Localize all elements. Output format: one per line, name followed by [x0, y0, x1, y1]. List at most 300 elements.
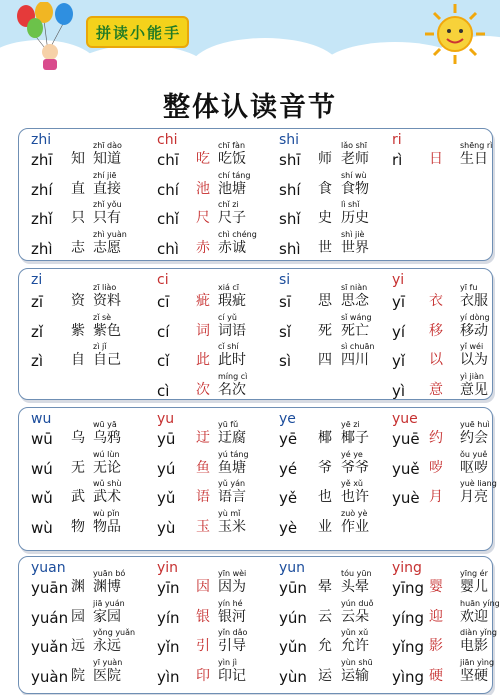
column-heading: yi: [392, 272, 405, 288]
example-word: 允许: [341, 638, 369, 654]
syllable-row: [157, 372, 275, 402]
column-heading: si: [279, 272, 291, 288]
badge-char: 小: [130, 23, 146, 42]
syllable-pinyin: yīng: [392, 579, 425, 597]
example-word: 以为: [460, 352, 488, 368]
word-pinyin: jiān yìng: [460, 657, 495, 667]
word-pinyin: cí yǔ: [218, 312, 237, 322]
example-character: 运: [318, 667, 332, 684]
syllable-row: [31, 141, 149, 171]
example-word: 椰子: [341, 430, 369, 446]
syllable-pinyin: yùn: [279, 667, 307, 686]
syllable-panel: [18, 128, 493, 261]
word-pinyin: yǐn dǎo: [218, 628, 248, 637]
example-word: 约会: [460, 430, 488, 446]
example-word: 银河: [218, 608, 246, 625]
example-character: 只: [71, 210, 85, 226]
syllable-row: [31, 479, 149, 509]
example-word: 衣服: [460, 293, 488, 309]
example-character: 吃: [196, 151, 210, 167]
syllable-pinyin: shī: [279, 151, 301, 169]
syllable-row: [392, 599, 500, 629]
syllable-pinyin: yuán: [31, 608, 69, 627]
syllable-row: [392, 420, 500, 450]
syllable-pinyin: wū: [31, 430, 53, 448]
example-character: 迎: [429, 608, 443, 625]
syllable-pinyin: cì: [157, 381, 170, 400]
word-pinyin: yín hé: [218, 598, 243, 608]
word-pinyin: chǐ zi: [218, 200, 239, 209]
syllable-pinyin: yuān: [31, 579, 69, 597]
example-word: 印记: [218, 667, 246, 684]
word-pinyin: chī fàn: [218, 141, 246, 150]
syllable-pinyin: yuē: [392, 430, 420, 448]
syllable-row: [157, 200, 275, 230]
example-word: 月亮: [460, 489, 488, 505]
syllable-pinyin: chí: [157, 180, 179, 199]
syllable-row: [31, 569, 149, 599]
example-word: 世界: [341, 239, 369, 256]
word-pinyin: yē zi: [341, 420, 360, 429]
column-heading: ci: [157, 272, 169, 288]
syllable-row: [392, 628, 500, 658]
word-pinyin: yìn jì: [218, 657, 238, 667]
syllable-pinyin: zì: [31, 352, 44, 370]
syllable-row: [279, 599, 397, 629]
example-character: 印: [196, 667, 210, 684]
example-character: 知: [71, 151, 85, 167]
example-word: 历史: [341, 210, 369, 226]
badge-char: 读: [113, 23, 129, 42]
example-word: 欢迎: [460, 608, 488, 625]
syllable-pinyin: chī: [157, 151, 179, 169]
example-character: 武: [71, 489, 85, 505]
example-character: 园: [71, 608, 85, 625]
syllable-row: [279, 230, 397, 260]
syllable-row: [157, 569, 275, 599]
section-badge: [86, 16, 189, 48]
example-character: 约: [429, 430, 443, 446]
word-pinyin: tóu yūn: [341, 569, 372, 578]
example-word: 云朵: [341, 608, 369, 625]
example-word: 意见: [460, 381, 488, 398]
example-word: 玉米: [218, 518, 246, 535]
syllable-row: [157, 509, 275, 539]
example-word: 乌鸦: [93, 430, 121, 446]
syllable-row: [31, 342, 149, 372]
example-word: 武术: [93, 489, 121, 505]
syllable-pinyin: wù: [31, 518, 53, 537]
word-pinyin: yún duǒ: [341, 598, 374, 608]
syllable-row: [279, 509, 397, 539]
example-word: 老师: [341, 151, 369, 167]
syllable-row: [279, 569, 397, 599]
syllable-pinyin: yuě: [392, 459, 420, 478]
example-character: 渊: [71, 579, 85, 595]
syllable-pinyin: yě: [279, 489, 298, 507]
word-pinyin: shí wù: [341, 170, 367, 180]
example-character: 食: [318, 180, 332, 197]
word-pinyin: yuān bó: [93, 569, 126, 578]
word-pinyin: zhǐ yǒu: [93, 200, 122, 209]
example-word: 直接: [93, 180, 121, 197]
syllable-row: [392, 313, 500, 343]
example-character: 意: [429, 381, 443, 398]
word-pinyin: sǐ wáng: [341, 312, 372, 322]
syllable-pinyin: zǐ: [31, 322, 44, 341]
page-title: 整体认读音节: [163, 92, 337, 123]
example-word: 移动: [460, 322, 488, 339]
syllable-row: [279, 628, 397, 658]
word-pinyin: yīn wèi: [218, 569, 247, 578]
syllable-row: [279, 283, 397, 313]
syllable-row: [279, 450, 397, 480]
syllable-row: [392, 450, 500, 480]
word-pinyin: yū fǔ: [218, 420, 239, 429]
syllable-pinyin: yǐng: [392, 638, 425, 656]
example-word: 也许: [341, 489, 369, 505]
word-pinyin: chì chéng: [218, 229, 257, 239]
word-pinyin: cǐ shí: [218, 342, 239, 351]
syllable-row: [279, 141, 397, 171]
example-word: 运输: [341, 667, 369, 684]
header-banner: [0, 0, 500, 70]
word-pinyin: diàn yǐng: [460, 628, 497, 637]
example-character: 次: [196, 381, 210, 398]
example-word: 物品: [93, 518, 121, 535]
column-heading: wu: [31, 411, 52, 427]
example-character: 移: [429, 322, 443, 339]
example-character: 硬: [429, 667, 443, 684]
column-heading: yun: [279, 560, 306, 576]
syllable-pinyin: shǐ: [279, 210, 301, 228]
example-word: 四川: [341, 352, 369, 368]
syllable-pinyin: chǐ: [157, 210, 179, 228]
syllable-pinyin: yū: [157, 430, 176, 448]
example-character: 玉: [196, 518, 210, 535]
example-character: 史: [318, 210, 332, 226]
syllable-row: [31, 628, 149, 658]
syllable-pinyin: yí: [392, 322, 406, 341]
example-word: 名次: [218, 381, 246, 398]
syllable-pinyin: yǐn: [157, 638, 180, 656]
word-pinyin: yǔn xǔ: [341, 628, 369, 637]
word-pinyin: sī niàn: [341, 283, 368, 292]
syllable-row: [392, 569, 500, 599]
word-pinyin: lì shǐ: [341, 200, 360, 209]
word-pinyin: yǒng yuǎn: [93, 628, 136, 637]
word-pinyin: zī liào: [93, 283, 117, 292]
word-pinyin: wù pǐn: [93, 508, 120, 518]
word-pinyin: zuò yè: [341, 508, 368, 518]
example-character: 池: [196, 180, 210, 197]
syllable-pinyin: zhǐ: [31, 210, 53, 228]
word-pinyin: sì chuān: [341, 342, 375, 351]
word-pinyin: jiā yuán: [93, 598, 125, 608]
syllable-pinyin: yún: [279, 608, 307, 627]
syllable-row: [31, 230, 149, 260]
column-heading: zhi: [31, 132, 52, 148]
column-heading: zi: [31, 272, 43, 288]
example-character: 紫: [71, 322, 85, 339]
example-word: 头晕: [341, 579, 369, 595]
example-word: 永远: [93, 638, 121, 654]
syllable-pinyin: wǔ: [31, 489, 53, 507]
word-pinyin: yīng ér: [460, 569, 488, 578]
syllable-pinyin: cī: [157, 293, 170, 311]
example-character: 乌: [71, 430, 85, 446]
syllable-row: [31, 283, 149, 313]
word-pinyin: wū yā: [93, 420, 117, 429]
example-character: 世: [318, 239, 332, 256]
example-word: 鱼塘: [218, 459, 246, 476]
syllable-pinyin: yǔ: [157, 489, 176, 507]
syllable-pinyin: yuè: [392, 489, 420, 507]
syllable-pinyin: cí: [157, 322, 170, 341]
example-character: 因: [196, 579, 210, 595]
syllable-pinyin: yé: [279, 459, 298, 478]
example-character: 爷: [318, 459, 332, 476]
example-character: 赤: [196, 239, 210, 256]
syllable-pinyin: wú: [31, 459, 53, 478]
example-character: 资: [71, 293, 85, 309]
syllable-panel: [18, 407, 497, 551]
example-character: 以: [429, 352, 443, 368]
column-heading: chi: [157, 132, 178, 148]
badge-char: 能: [147, 23, 163, 42]
syllable-pinyin: sī: [279, 293, 291, 311]
example-word: 婴儿: [460, 579, 488, 595]
badge-char: 拼: [96, 23, 112, 42]
syllable-pinyin: shí: [279, 180, 301, 199]
example-character: 允: [318, 638, 332, 654]
word-pinyin: yě xǔ: [341, 479, 364, 488]
word-pinyin: huān yíng: [460, 598, 500, 608]
syllable-pinyin: yuǎn: [31, 638, 69, 656]
column-heading: yin: [157, 560, 179, 576]
word-pinyin: shì jiè: [341, 229, 365, 239]
example-word: 吃饭: [218, 151, 246, 167]
syllable-row: [31, 450, 149, 480]
syllable-pinyin: yìn: [157, 667, 180, 686]
word-pinyin: yé ye: [341, 449, 363, 459]
syllable-row: [157, 230, 275, 260]
word-pinyin: yuè liang: [460, 479, 497, 488]
syllable-row: [157, 658, 275, 688]
syllable-panel: [18, 556, 500, 694]
example-character: 业: [318, 518, 332, 535]
column-heading: yu: [157, 411, 175, 427]
syllable-row: [157, 599, 275, 629]
syllable-pinyin: yì: [392, 381, 406, 400]
example-word: 食物: [341, 180, 369, 197]
example-word: 知道: [93, 151, 121, 167]
syllable-pinyin: zhī: [31, 151, 53, 169]
example-character: 迂: [196, 430, 210, 446]
syllable-row: [157, 313, 275, 343]
example-word: 死亡: [341, 322, 369, 339]
syllable-pinyin: zhì: [31, 239, 53, 258]
example-word: 自己: [93, 352, 121, 368]
word-pinyin: zǐ sè: [93, 312, 112, 322]
syllable-row: [392, 141, 500, 171]
example-character: 疵: [196, 293, 210, 309]
column-heading: shi: [279, 132, 300, 148]
syllable-pinyin: yīn: [157, 579, 180, 597]
word-pinyin: yú táng: [218, 449, 249, 459]
example-character: 尺: [196, 210, 210, 226]
example-word: 池塘: [218, 180, 246, 197]
example-character: 无: [71, 459, 85, 476]
example-character: 直: [71, 180, 85, 197]
syllable-pinyin: yī: [392, 293, 406, 311]
syllable-row: [392, 283, 500, 313]
word-pinyin: yù mǐ: [218, 508, 241, 518]
example-word: 作业: [341, 518, 369, 535]
syllable-row: [279, 420, 397, 450]
syllable-pinyin: yè: [279, 518, 298, 537]
example-word: 只有: [93, 210, 121, 226]
example-word: 瑕疵: [218, 293, 246, 309]
syllable-pinyin: zī: [31, 293, 44, 311]
syllable-row: [392, 372, 500, 402]
word-pinyin: ǒu yuě: [460, 449, 488, 459]
syllable-row: [31, 200, 149, 230]
word-pinyin: shēng rì: [460, 141, 493, 150]
syllable-pinyin: shì: [279, 239, 301, 258]
syllable-row: [157, 420, 275, 450]
word-pinyin: zhí jiē: [93, 170, 117, 180]
example-character: 院: [71, 667, 85, 684]
example-character: 四: [318, 352, 332, 368]
syllable-pinyin: yē: [279, 430, 298, 448]
syllable-panel: [18, 268, 493, 400]
syllable-row: [31, 171, 149, 201]
syllable-pinyin: rì: [392, 151, 403, 169]
example-character: 师: [318, 151, 332, 167]
word-pinyin: yùn shū: [341, 657, 373, 667]
column-heading: yue: [392, 411, 418, 427]
syllable-pinyin: zhí: [31, 180, 53, 199]
syllable-row: [157, 342, 275, 372]
example-word: 志愿: [93, 239, 121, 256]
example-word: 爷爷: [341, 459, 369, 476]
example-word: 赤诚: [218, 239, 246, 256]
word-pinyin: chí táng: [218, 170, 251, 180]
syllable-pinyin: yūn: [279, 579, 307, 597]
word-pinyin: lǎo shī: [341, 141, 368, 150]
example-character: 也: [318, 489, 332, 505]
example-word: 因为: [218, 579, 246, 595]
example-word: 家园: [93, 608, 121, 625]
syllable-row: [392, 658, 500, 688]
syllable-row: [31, 420, 149, 450]
syllable-pinyin: yǔn: [279, 638, 307, 656]
syllable-row: [31, 313, 149, 343]
example-character: 死: [318, 322, 332, 339]
word-pinyin: yǔ yán: [218, 479, 246, 488]
example-character: 物: [71, 518, 85, 535]
syllable-row: [279, 479, 397, 509]
syllable-pinyin: yú: [157, 459, 176, 478]
syllable-pinyin: yǐ: [392, 352, 406, 370]
syllable-row: [157, 283, 275, 313]
example-word: 资料: [93, 293, 121, 309]
syllable-pinyin: sǐ: [279, 322, 291, 341]
syllable-row: [392, 479, 500, 509]
syllable-row: [157, 171, 275, 201]
syllable-pinyin: yuàn: [31, 667, 69, 686]
badge-char: 手: [164, 23, 180, 42]
example-character: 思: [318, 293, 332, 309]
example-character: 椰: [318, 430, 332, 446]
syllable-row: [279, 342, 397, 372]
word-pinyin: yī yuàn: [93, 657, 123, 667]
example-character: 月: [429, 489, 443, 505]
example-word: 生日: [460, 151, 488, 167]
example-character: 志: [71, 239, 85, 256]
example-word: 渊博: [93, 579, 121, 595]
example-word: 紫色: [93, 322, 121, 339]
word-pinyin: yuē huì: [460, 420, 490, 429]
example-character: 鱼: [196, 459, 210, 476]
word-pinyin: yǐ wéi: [460, 342, 484, 351]
word-pinyin: zhī dào: [93, 141, 122, 150]
example-character: 云: [318, 608, 332, 625]
syllable-row: [157, 479, 275, 509]
example-character: 哕: [429, 459, 443, 476]
syllable-pinyin: yín: [157, 608, 180, 627]
example-character: 衣: [429, 293, 443, 309]
example-word: 迂腐: [218, 430, 246, 446]
example-character: 远: [71, 638, 85, 654]
syllable-row: [31, 599, 149, 629]
example-character: 婴: [429, 579, 443, 595]
example-word: 医院: [93, 667, 121, 684]
example-word: 尺子: [218, 210, 246, 226]
syllable-pinyin: yù: [157, 518, 176, 537]
column-heading: yuan: [31, 560, 66, 576]
sun-icon: [415, 2, 495, 66]
balloons-illustration: [8, 2, 83, 70]
example-word: 无论: [93, 459, 121, 476]
word-pinyin: míng cì: [218, 371, 248, 381]
syllable-pinyin: chì: [157, 239, 179, 258]
example-word: 词语: [218, 322, 246, 339]
column-heading: ye: [279, 411, 296, 427]
word-pinyin: wǔ shù: [93, 479, 122, 488]
word-pinyin: xiá cī: [218, 283, 240, 292]
example-character: 自: [71, 352, 85, 368]
example-word: 此时: [218, 352, 246, 368]
syllable-row: [31, 509, 149, 539]
example-character: 引: [196, 638, 210, 654]
word-pinyin: yì jiàn: [460, 371, 484, 381]
example-character: 银: [196, 608, 210, 625]
example-word: 电影: [460, 638, 488, 654]
syllable-row: [279, 200, 397, 230]
syllable-pinyin: yìng: [392, 667, 425, 686]
syllable-pinyin: yíng: [392, 608, 425, 627]
syllable-row: [31, 658, 149, 688]
syllable-row: [279, 313, 397, 343]
column-heading: ri: [392, 132, 402, 148]
syllable-pinyin: sì: [279, 352, 291, 370]
example-word: 呕哕: [460, 459, 488, 476]
word-pinyin: wú lùn: [93, 449, 120, 459]
example-word: 引导: [218, 638, 246, 654]
example-word: 思念: [341, 293, 369, 309]
